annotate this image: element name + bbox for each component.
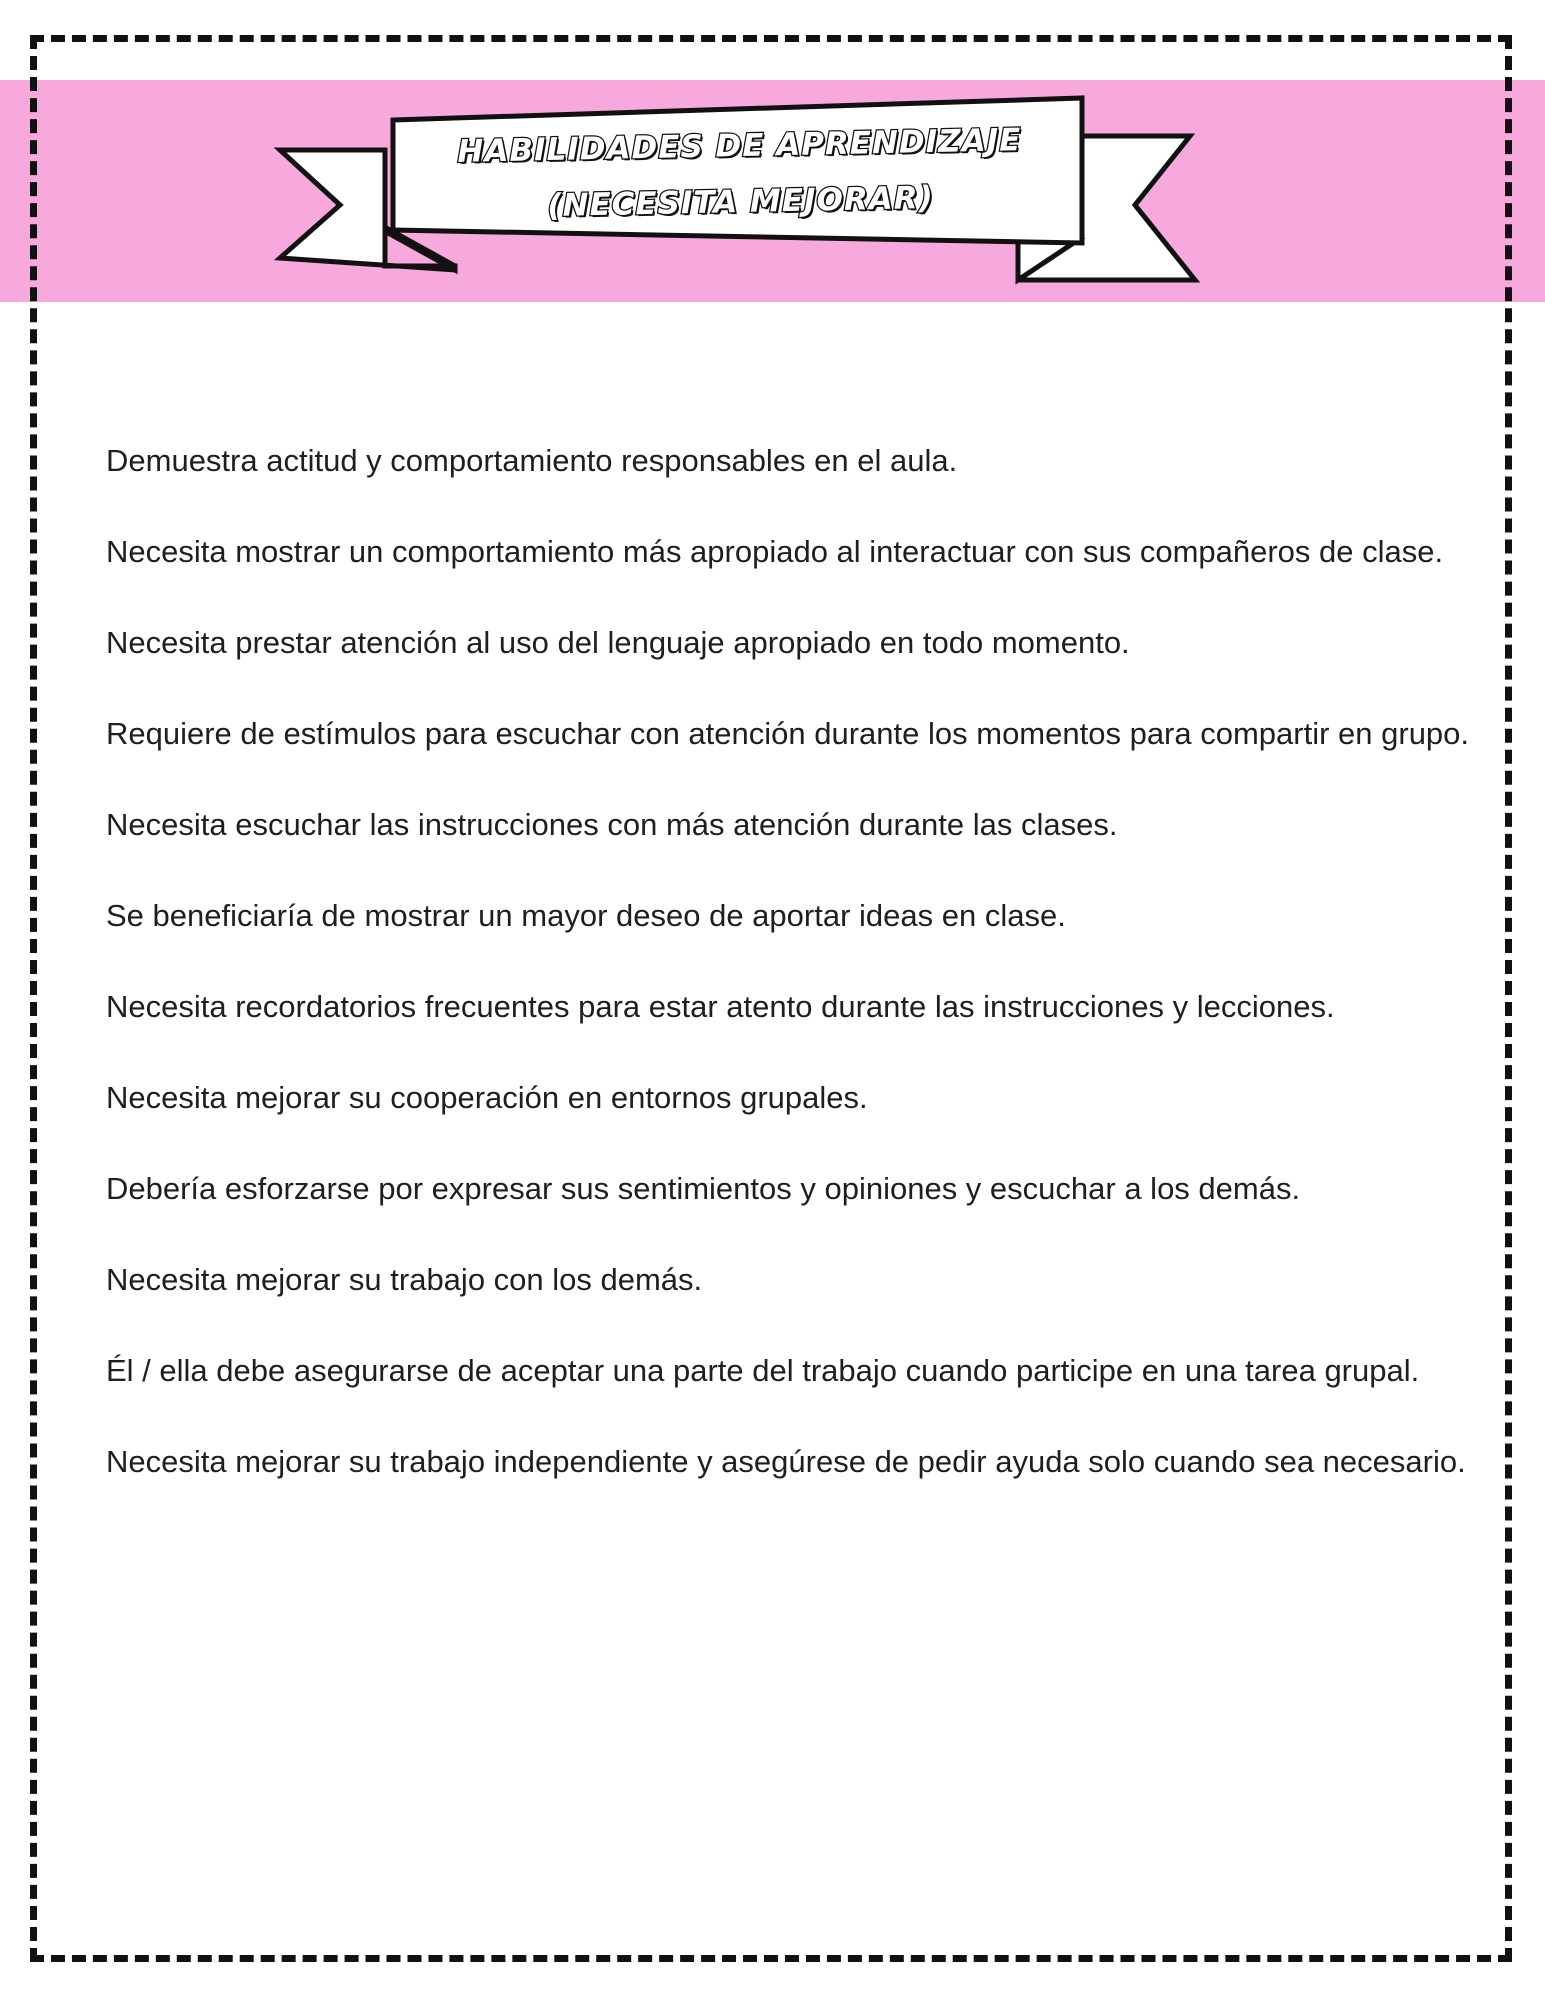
list-item: Necesita recordatorios frecuentes para estar atento durante las instrucciones y lecciones.: [106, 989, 1335, 1024]
comment-list: [106, 438, 1486, 1530]
list-item: Necesita mejorar su cooperación en entornos grupales.: [106, 1080, 868, 1115]
page-title-line-1: HABILIDADES DE APRENDIZAJE: [457, 122, 1022, 170]
list-item: Demuestra actitud y comportamiento responsables en el aula.: [106, 443, 958, 478]
list-item: Requiere de estímulos para escuchar con atención durante los momentos para compartir en grupo.: [106, 716, 1470, 751]
page-title: [394, 111, 1086, 237]
page-title-line-2: (NECESITA MEJORAR): [547, 179, 935, 225]
list-item: Él / ella debe asegurarse de aceptar una parte del trabajo cuando participe en una tarea grupal.: [106, 1353, 1420, 1388]
list-item: Necesita mejorar su trabajo independiente y asegúrese de pedir ayuda solo cuando sea necesario.: [106, 1444, 1466, 1479]
list-item: Necesita mejorar su trabajo con los demás.: [106, 1262, 703, 1297]
list-item: Necesita mostrar un comportamiento más apropiado al interactuar con sus compañeros de clase.: [106, 534, 1444, 569]
list-item: Necesita prestar atención al uso del lenguaje apropiado en todo momento.: [106, 625, 1130, 660]
list-item: Se beneficiaría de mostrar un mayor deseo de aportar ideas en clase.: [106, 898, 1066, 933]
list-item: Debería esforzarse por expresar sus sentimientos y opiniones y escuchar a los demás.: [106, 1171, 1301, 1206]
list-item: Necesita escuchar las instrucciones con más atención durante las clases.: [106, 807, 1118, 842]
